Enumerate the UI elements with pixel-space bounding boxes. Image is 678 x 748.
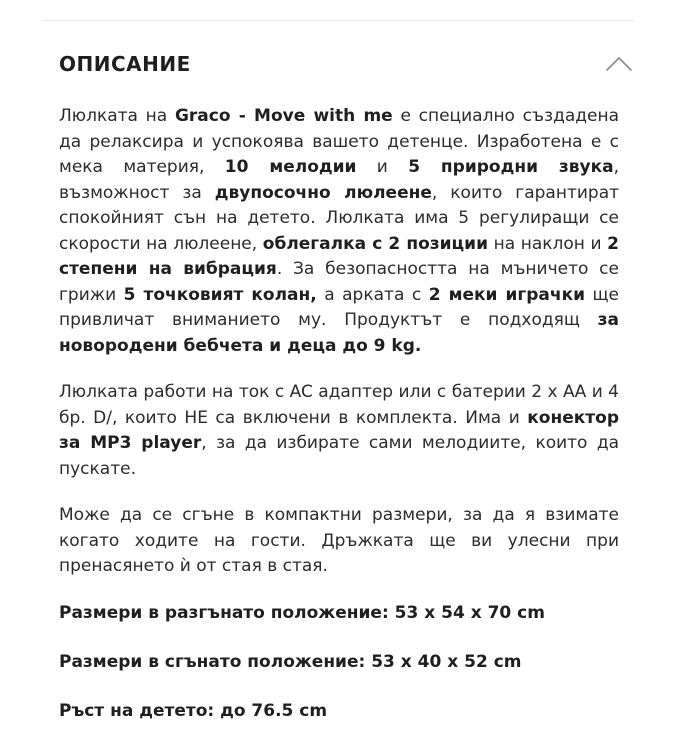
paragraph-text: , за да избирате сами мелодиите, които да пускате. [59,433,619,479]
chevron-up-icon[interactable] [606,56,632,72]
paragraph-text: , които гарантират спокойният сън на детето. Люлката има 5 регулиращи се скорости на люлеене, [59,182,620,254]
description-accordion-header[interactable] [59,44,634,84]
top-divider [44,20,634,21]
paragraph-text: и [356,157,409,177]
spec-folded-dimensions [59,650,619,676]
paragraph-text: Люлката работи на ток с AC адаптер или с батерии 2 х АА и 4 бр. D/, които НЕ са включени в комплекта. Има и [59,382,619,428]
spec-unfolded-dimensions [59,601,619,627]
description-paragraph-3 [59,503,619,580]
highlight-text: 5 точковият колан, [123,284,317,305]
description-paragraph-1 [59,104,619,359]
highlight-text: конектор за MP3 player [59,407,619,453]
paragraph-text: , възможност за [59,157,619,203]
paragraph-text: е специално създадена да релаксира и успокоява вашето детенце. Изработена е с мека материя, [59,106,619,177]
paragraph-text: а арката с [316,284,429,305]
section-title: ОПИСАНИЕ [59,52,191,76]
product-name: Graco - Move with me [174,106,393,126]
highlight-text: 5 природни звука [408,157,614,177]
paragraph-text: Може да се сгъне в компактни размери, за да я взимате когато ходите на гости. Дръжката ще ви улесни при пренасянето ѝ от стая в стая. [59,505,619,576]
spec-text: Размери в разгънато положение: 53 х 54 х 70 cm [59,602,545,623]
spec-text: Размери в сгънато положение: 53 х 40 х 52 cm [59,651,522,672]
highlight-text: 10 мелодии [224,157,357,177]
description-paragraph-2 [59,380,619,482]
paragraph-text: ще привличат вниманието му. Продуктът е подходящ [59,284,619,330]
highlight-text: за новородени бебчета и деца до 9 kg. [59,310,619,356]
highlight-text: облегалка с 2 позиции [262,233,488,254]
description-body [59,104,619,748]
spec-text: Ръст на детето: до 76.5 cm [59,700,328,721]
spec-child-height [59,699,619,725]
highlight-text: 2 меки играчки [428,284,586,305]
paragraph-text: . За безопасността на мъничето се грижи [59,259,619,305]
paragraph-text: на наклон и [488,233,608,254]
highlight-text: 2 степени на вибрация [59,233,619,279]
paragraph-text: Люлката на [59,106,175,126]
highlight-text: двупосочно люлеене [214,182,432,203]
